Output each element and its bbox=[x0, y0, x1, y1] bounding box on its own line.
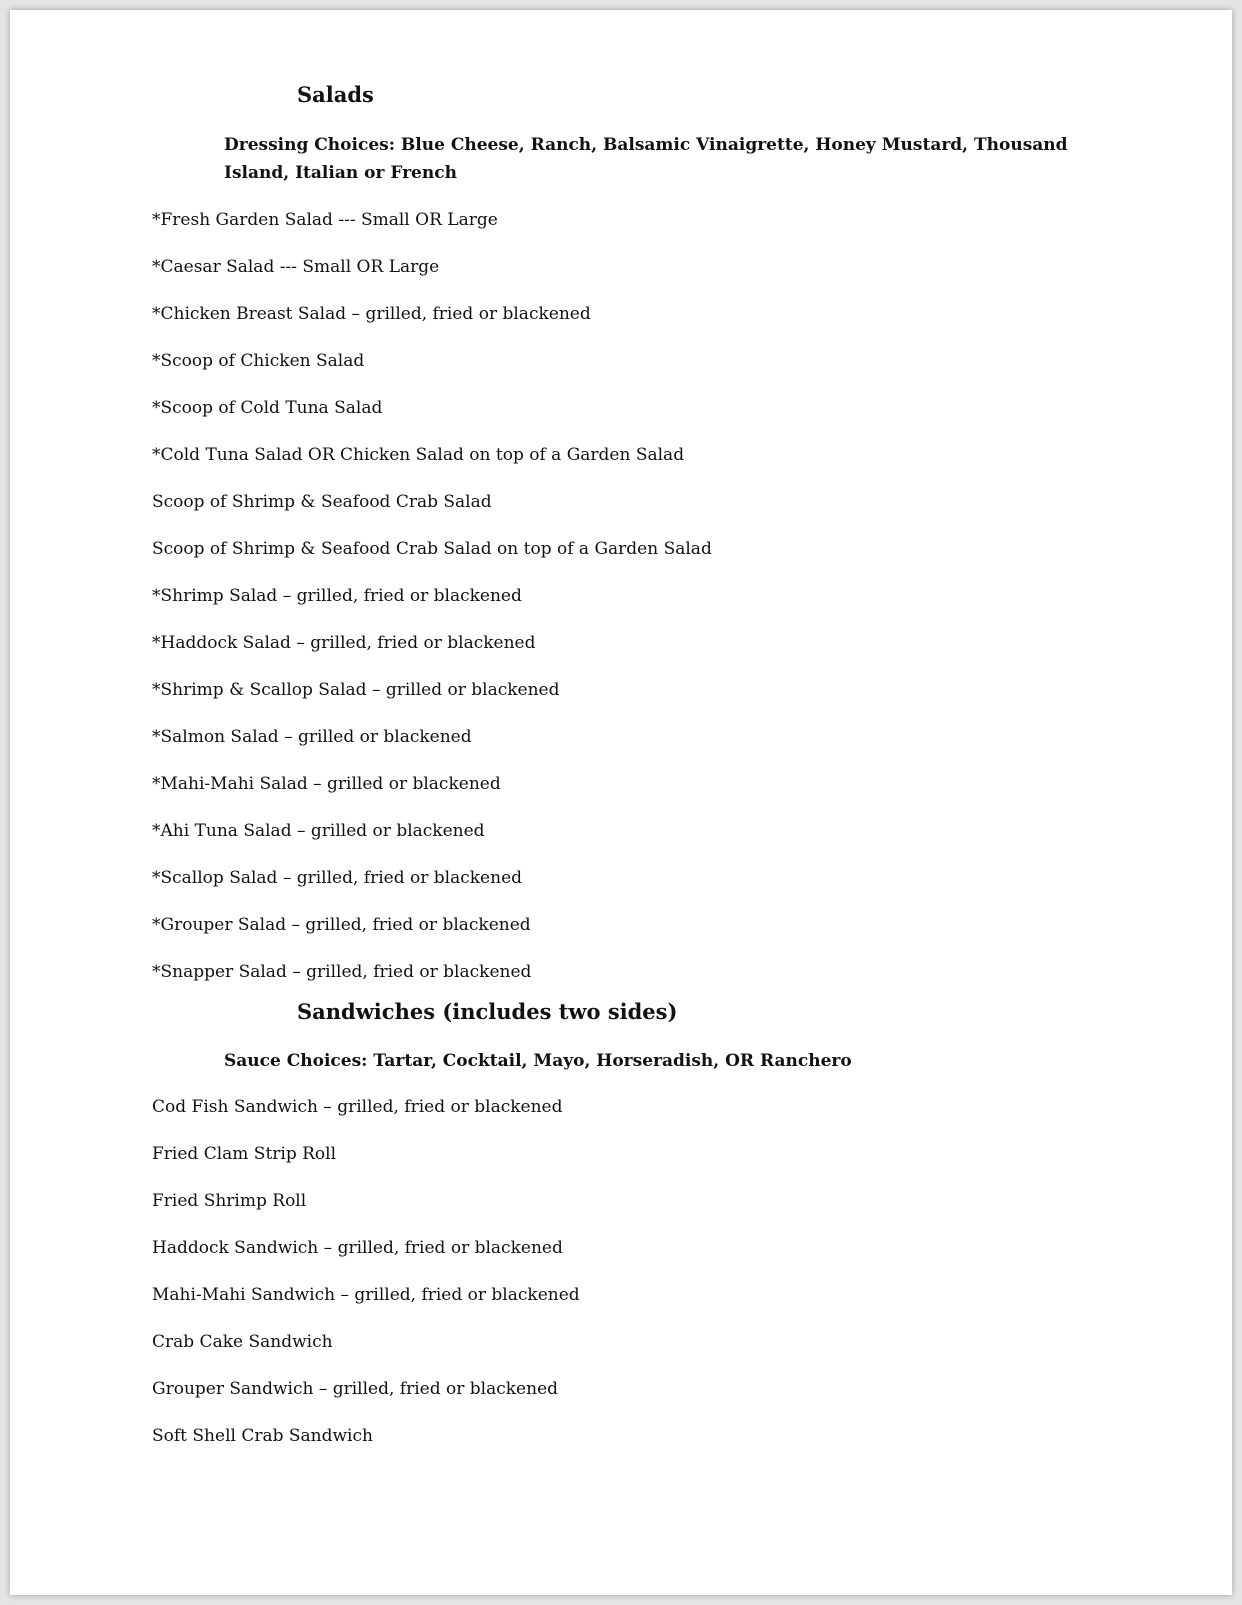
salad-item: *Grouper Salad – grilled, fried or blackened bbox=[152, 915, 531, 935]
salad-item: *Cold Tuna Salad OR Chicken Salad on top of a Garden Salad bbox=[152, 445, 685, 465]
salad-item: *Shrimp & Scallop Salad – grilled or blackened bbox=[152, 680, 560, 700]
dressing-choices: Dressing Choices: Blue Cheese, Ranch, Balsamic Vinaigrette, Honey Mustard, Thousand Island, Italian or French bbox=[224, 135, 1068, 183]
sandwich-item: Crab Cake Sandwich bbox=[152, 1332, 333, 1352]
salad-item: Scoop of Shrimp & Seafood Crab Salad on top of a Garden Salad bbox=[152, 539, 712, 559]
sandwich-item: Fried Shrimp Roll bbox=[152, 1191, 307, 1211]
sandwich-item: Mahi-Mahi Sandwich – grilled, fried or blackened bbox=[152, 1285, 580, 1305]
salad-item: *Shrimp Salad – grilled, fried or blackened bbox=[152, 586, 522, 606]
salad-item: *Snapper Salad – grilled, fried or blackened bbox=[152, 962, 532, 982]
sandwich-item: Haddock Sandwich – grilled, fried or blackened bbox=[152, 1238, 563, 1258]
sandwiches-heading: Sandwiches (includes two sides) bbox=[297, 999, 678, 1024]
sandwich-item: Fried Clam Strip Roll bbox=[152, 1144, 337, 1164]
salad-item: *Caesar Salad --- Small OR Large bbox=[152, 257, 440, 277]
salad-item: *Mahi-Mahi Salad – grilled or blackened bbox=[152, 774, 501, 794]
salads-heading: Salads bbox=[297, 82, 374, 107]
sauce-choices: Sauce Choices: Tartar, Cocktail, Mayo, Horseradish, OR Ranchero bbox=[224, 1051, 852, 1071]
salad-item: *Ahi Tuna Salad – grilled or blackened bbox=[152, 821, 485, 841]
salad-item: *Salmon Salad – grilled or blackened bbox=[152, 727, 472, 747]
sandwich-list bbox=[152, 1096, 580, 1472]
salad-item: Scoop of Shrimp & Seafood Crab Salad bbox=[152, 492, 492, 512]
salad-item: *Scallop Salad – grilled, fried or blackened bbox=[152, 868, 523, 888]
salad-item: *Haddock Salad – grilled, fried or blackened bbox=[152, 633, 536, 653]
salad-item: *Scoop of Chicken Salad bbox=[152, 351, 365, 371]
sandwich-item: Soft Shell Crab Sandwich bbox=[152, 1426, 373, 1446]
sandwich-item: Grouper Sandwich – grilled, fried or blackened bbox=[152, 1379, 559, 1399]
sandwich-item: Cod Fish Sandwich – grilled, fried or blackened bbox=[152, 1097, 563, 1117]
salad-list bbox=[152, 209, 712, 1008]
salad-item: *Chicken Breast Salad – grilled, fried or blackened bbox=[152, 304, 591, 324]
salad-item: *Scoop of Cold Tuna Salad bbox=[152, 398, 383, 418]
document-page bbox=[10, 10, 1232, 1595]
salad-item: *Fresh Garden Salad --- Small OR Large bbox=[152, 210, 498, 230]
